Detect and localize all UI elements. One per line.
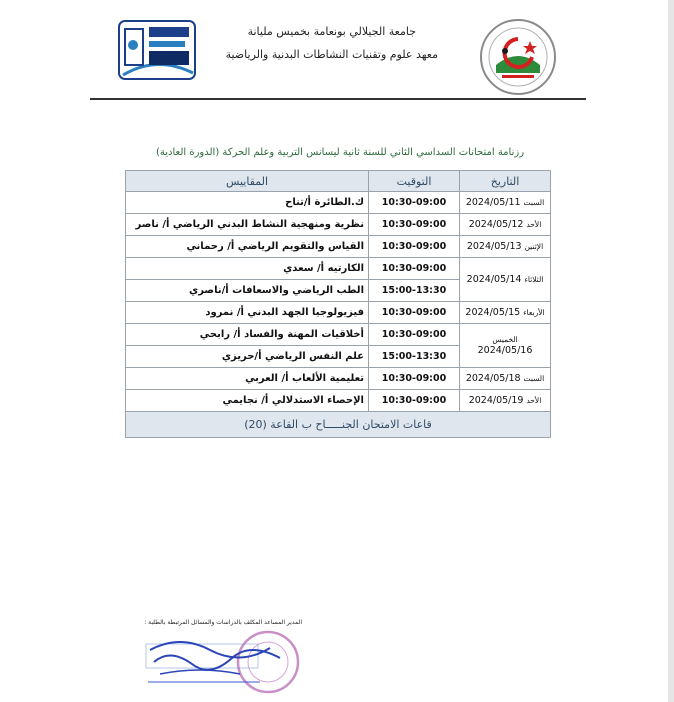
date-cell: السبت 2024/05/18 [460, 368, 551, 390]
subject-cell: الطب الرياضي والاسعافات أ/ناصري [126, 280, 369, 302]
time-cell: 10:30-09:00 [369, 390, 460, 412]
header-divider [90, 98, 586, 100]
subject-cell: فيزيولوجيا الجهد البدني أ/ نمرود [126, 302, 369, 324]
date-cell: الأحد 2024/05/19 [460, 390, 551, 412]
date-cell: الأربعاء 2024/05/15 [460, 302, 551, 324]
header-subject: المقاييس [126, 171, 369, 192]
subject-cell: أخلاقيات المهنة والفساد أ/ رابحي [126, 324, 369, 346]
signature-stamp-icon [140, 628, 320, 698]
table-row [126, 368, 551, 390]
exam-room-note: قاعات الامتحان الجنـــــاح ب القاعة (20) [126, 412, 551, 438]
table-row [126, 302, 551, 324]
time-cell: 15:00-13:30 [369, 280, 460, 302]
table-row [126, 258, 551, 280]
table-row [126, 324, 551, 346]
subject-cell: نظرية ومنهجية النشاط البدني الرياضي أ/ ناصر [126, 214, 369, 236]
header-date: التاريخ [460, 171, 551, 192]
schedule-title: رزنامة امتحانات السداسي الثاني للسنة ثانية ليسانس التربية وعلم الحركة (الدورة العادية) [155, 147, 525, 158]
date-cell: السبت 2024/05/11 [460, 192, 551, 214]
table-row [126, 214, 551, 236]
university-name: جامعة الجيلالي بونعامة بخميس مليانة [247, 25, 417, 38]
time-cell: 10:30-09:00 [369, 302, 460, 324]
time-cell: 10:30-09:00 [369, 214, 460, 236]
time-cell: 10:30-09:00 [369, 258, 460, 280]
signature-label: المدير المساعد المكلف بالدراسات والمسائل المرتبطة بالطلبة : [144, 619, 302, 626]
time-cell: 10:30-09:00 [369, 324, 460, 346]
subject-cell: الإحصاء الاستدلالي أ/ نجايمي [126, 390, 369, 412]
table-row [126, 236, 551, 258]
subject-cell: الكارتيه أ/ سعدي [126, 258, 369, 280]
subject-cell: علم النفس الرياضي أ/حريزي [126, 346, 369, 368]
subject-cell: ك.الطائرة أ/تناح [126, 192, 369, 214]
table-header-row [126, 171, 551, 192]
exam-schedule-table [125, 170, 551, 438]
date-cell: الخميس 2024/05/16 [460, 324, 551, 368]
table-row [126, 192, 551, 214]
header-text [226, 20, 438, 66]
subject-cell: تعليمية الألعاب أ/ العربي [126, 368, 369, 390]
university-logo-icon [113, 15, 201, 87]
subject-cell: القياس والتقويم الرياضي أ/ رحماني [126, 236, 369, 258]
institute-name: معهد علوم وتقنيات النشاطات البدنية والرياضية [225, 48, 438, 61]
institute-seal-icon [478, 17, 558, 97]
date-cell: الأحد 2024/05/12 [460, 214, 551, 236]
time-cell: 10:30-09:00 [369, 368, 460, 390]
date-cell: الثلاثاء 2024/05/14 [460, 258, 551, 302]
header-time: التوقيت [369, 171, 460, 192]
table-row [126, 390, 551, 412]
time-cell: 15:00-13:30 [369, 346, 460, 368]
page-edge [668, 0, 674, 702]
exam-room-row [126, 412, 551, 438]
time-cell: 10:30-09:00 [369, 192, 460, 214]
time-cell: 10:30-09:00 [369, 236, 460, 258]
date-cell: الإثنين 2024/05/13 [460, 236, 551, 258]
